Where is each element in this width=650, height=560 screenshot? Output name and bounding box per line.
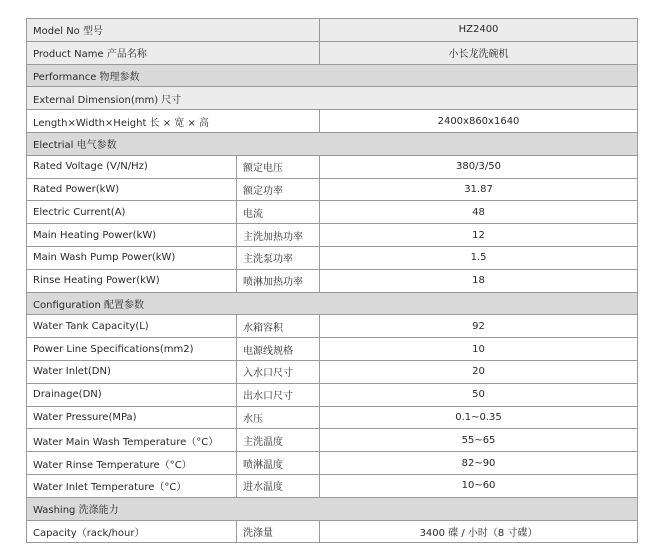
param-name-en: Power Line Specifications(mm2) (27, 338, 237, 361)
param-name-cn: 主洗温度 (237, 429, 320, 452)
param-name-en: Water Inlet(DN) (27, 360, 237, 383)
param-name-cn: 喷淋加热功率 (237, 269, 320, 292)
table-row (27, 383, 638, 406)
product-label: Product Name 产品名称 (27, 41, 320, 64)
param-name-en: Water Rinse Temperature（°C） (27, 452, 237, 475)
param-name-cn: 入水口尺寸 (237, 360, 320, 383)
param-value: 55~65 (320, 429, 638, 452)
param-name-en: Electric Current(A) (27, 201, 237, 224)
table-row (27, 269, 638, 292)
param-name-en: Water Pressure(MPa) (27, 406, 237, 429)
param-value: 380/3/50 (320, 155, 638, 178)
param-name-en: Rated Voltage (V/N/Hz) (27, 155, 237, 178)
param-name-cn: 额定电压 (237, 155, 320, 178)
section-title: Washing 洗涤能力 (27, 497, 638, 520)
param-name-cn: 洗涤量 (237, 520, 320, 543)
table-row (27, 246, 638, 269)
param-name-cn: 水箱容积 (237, 315, 320, 338)
param-value: 92 (320, 315, 638, 338)
section-title: Performance 物理参数 (27, 64, 638, 87)
table-row (27, 155, 638, 178)
dimension-value: 2400x860x1640 (320, 110, 638, 133)
param-value: 10~60 (320, 474, 638, 497)
table-row (27, 315, 638, 338)
model-value: HZ2400 (320, 19, 638, 42)
section-external-dimension (27, 87, 638, 110)
model-label: Model No 型号 (27, 19, 320, 42)
param-name-en: Main Wash Pump Power(kW) (27, 246, 237, 269)
param-name-en: Rinse Heating Power(kW) (27, 269, 237, 292)
section-electrical (27, 132, 638, 155)
param-value: 82~90 (320, 452, 638, 475)
param-name-en: Main Heating Power(kW) (27, 224, 237, 247)
param-name-cn: 喷淋温度 (237, 452, 320, 475)
table-row (27, 429, 638, 452)
param-value: 0.1~0.35 (320, 406, 638, 429)
section-configuration (27, 292, 638, 315)
section-performance (27, 64, 638, 87)
spec-table (26, 18, 638, 543)
table-row (27, 338, 638, 361)
table-row (27, 360, 638, 383)
table-row (27, 201, 638, 224)
section-washing (27, 497, 638, 520)
param-value: 1.5 (320, 246, 638, 269)
param-name-en: Water Tank Capacity(L) (27, 315, 237, 338)
capacity-row (27, 520, 638, 543)
param-name-cn: 主洗泵功率 (237, 246, 320, 269)
param-name-en: Capacity（rack/hour） (27, 520, 237, 543)
param-name-cn: 出水口尺寸 (237, 383, 320, 406)
param-name-cn: 额定功率 (237, 178, 320, 201)
param-value: 10 (320, 338, 638, 361)
param-value: 48 (320, 201, 638, 224)
table-row (27, 406, 638, 429)
param-value: 18 (320, 269, 638, 292)
param-name-en: Rated Power(kW) (27, 178, 237, 201)
param-name-cn: 电流 (237, 201, 320, 224)
dimension-label: Length×Width×Height 长 × 宽 × 高 (27, 110, 320, 133)
section-title: Electrial 电气参数 (27, 132, 638, 155)
param-name-en: Water Inlet Temperature（°C） (27, 474, 237, 497)
table-row (27, 224, 638, 247)
param-value: 50 (320, 383, 638, 406)
table-row (27, 178, 638, 201)
param-name-cn: 水压 (237, 406, 320, 429)
param-name-cn: 电源线规格 (237, 338, 320, 361)
model-row (27, 19, 638, 42)
product-value: 小长龙洗碗机 (320, 41, 638, 64)
param-value: 12 (320, 224, 638, 247)
param-name-en: Drainage(DN) (27, 383, 237, 406)
table-row (27, 452, 638, 475)
param-name-cn: 进水温度 (237, 474, 320, 497)
dimension-row (27, 110, 638, 133)
product-row (27, 41, 638, 64)
param-value: 20 (320, 360, 638, 383)
param-value: 31.87 (320, 178, 638, 201)
table-row (27, 474, 638, 497)
param-name-en: Water Main Wash Temperature（°C） (27, 429, 237, 452)
param-value: 3400 碟 / 小时（8 寸碟） (320, 520, 638, 543)
param-name-cn: 主洗加热功率 (237, 224, 320, 247)
section-title: External Dimension(mm) 尺寸 (27, 87, 638, 110)
section-title: Configuration 配置参数 (27, 292, 638, 315)
